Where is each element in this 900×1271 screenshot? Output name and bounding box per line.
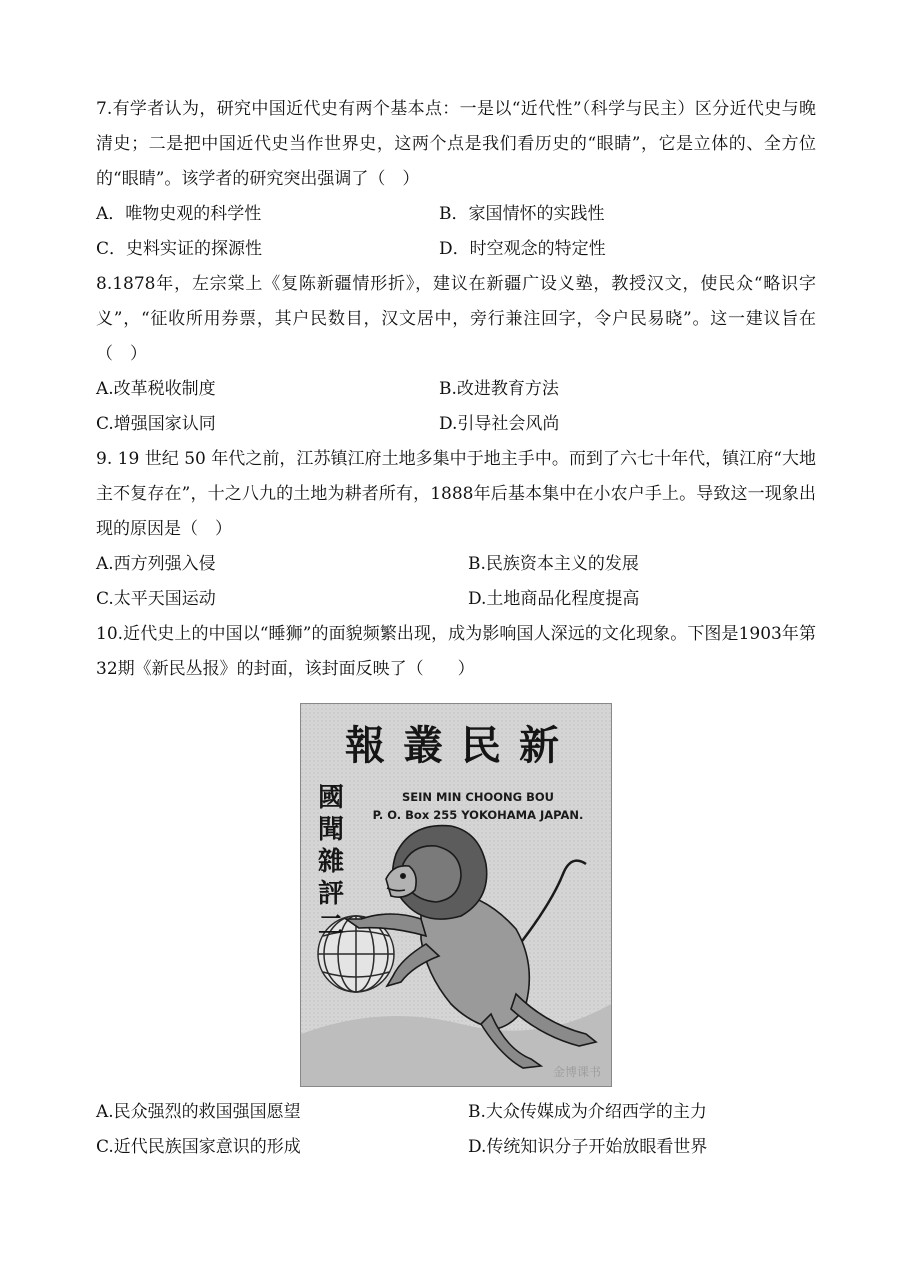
question-8-stem: 8.1878年，左宗棠上《复陈新疆情形折》，建议在新疆广设义塾，教授汉文，使民众“略识字义”，“征收所用券票，其户民数目，汉文居中，旁行兼注回字，令户民易晓”。这一建议旨在（ ） bbox=[96, 274, 816, 364]
question-10-options bbox=[96, 1095, 816, 1165]
option-7c: C．史料实证的探源性 bbox=[96, 239, 263, 259]
option-9c: C.太平天国运动 bbox=[96, 589, 216, 609]
question-7-options bbox=[96, 197, 816, 267]
cover-side-title: 國聞雜評二 bbox=[317, 783, 344, 941]
cover-watermark: 金博课书 bbox=[552, 1065, 601, 1079]
option-10b: B.大众传媒成为介绍西学的主力 bbox=[468, 1102, 707, 1122]
question-10-stem: 10.近代史上的中国以“睡狮”的面貌频繁出现，成为影响国人深远的文化现象。下图是1903年第32期《新民丛报》的封面，该封面反映了（ ） bbox=[96, 624, 816, 679]
option-10d: D.传统知识分子开始放眼看世界 bbox=[468, 1137, 708, 1157]
option-8c: C.增强国家认同 bbox=[96, 414, 216, 434]
question-8-options bbox=[96, 372, 816, 442]
option-10a: A.民众强烈的救国强国愿望 bbox=[96, 1102, 301, 1122]
exam-page bbox=[96, 92, 816, 1165]
question-9-options bbox=[96, 547, 816, 617]
option-9d: D.土地商品化程度提高 bbox=[468, 589, 640, 609]
xinmin-congbao-cover-image bbox=[300, 703, 612, 1087]
option-10c: C.近代民族国家意识的形成 bbox=[96, 1137, 301, 1157]
cover-english-line-1: SEIN MIN CHOONG BOU bbox=[402, 790, 554, 804]
option-9b: B.民族资本主义的发展 bbox=[468, 554, 639, 574]
cover-english-text bbox=[353, 788, 603, 824]
question-9-stem: 9. 19 世纪 50 年代之前，江苏镇江府土地多集中于地主手中。而到了六七十年代，镇江府“大地主不复存在”，十之八九的土地为耕者所有，1888年后基本集中在小农户手上。导致这一现象出现的原因是（ ） bbox=[96, 449, 816, 539]
option-8d: D.引导社会风尚 bbox=[439, 414, 560, 434]
option-8a: A.改革税收制度 bbox=[96, 379, 216, 399]
cover-title: 報叢民新 bbox=[345, 722, 577, 769]
option-7d: D．时空观念的特定性 bbox=[439, 239, 606, 259]
question-7-stem: 7.有学者认为，研究中国近代史有两个基本点：一是以“近代性”（科学与民主）区分近代史与晚清史；二是把中国近代史当作世界史，这两个点是我们看历史的“眼睛”，它是立体的、全方位的“眼睛”。该学者的研究突出强调了（ ） bbox=[96, 99, 816, 189]
option-8b: B.改进教育方法 bbox=[439, 379, 559, 399]
cover-english-line-2: P. O. Box 255 YOKOHAMA JAPAN. bbox=[372, 808, 584, 822]
option-9a: A.西方列强入侵 bbox=[96, 554, 216, 574]
option-7b: B．家国情怀的实践性 bbox=[439, 204, 605, 224]
option-7a: A．唯物史观的科学性 bbox=[96, 204, 262, 224]
